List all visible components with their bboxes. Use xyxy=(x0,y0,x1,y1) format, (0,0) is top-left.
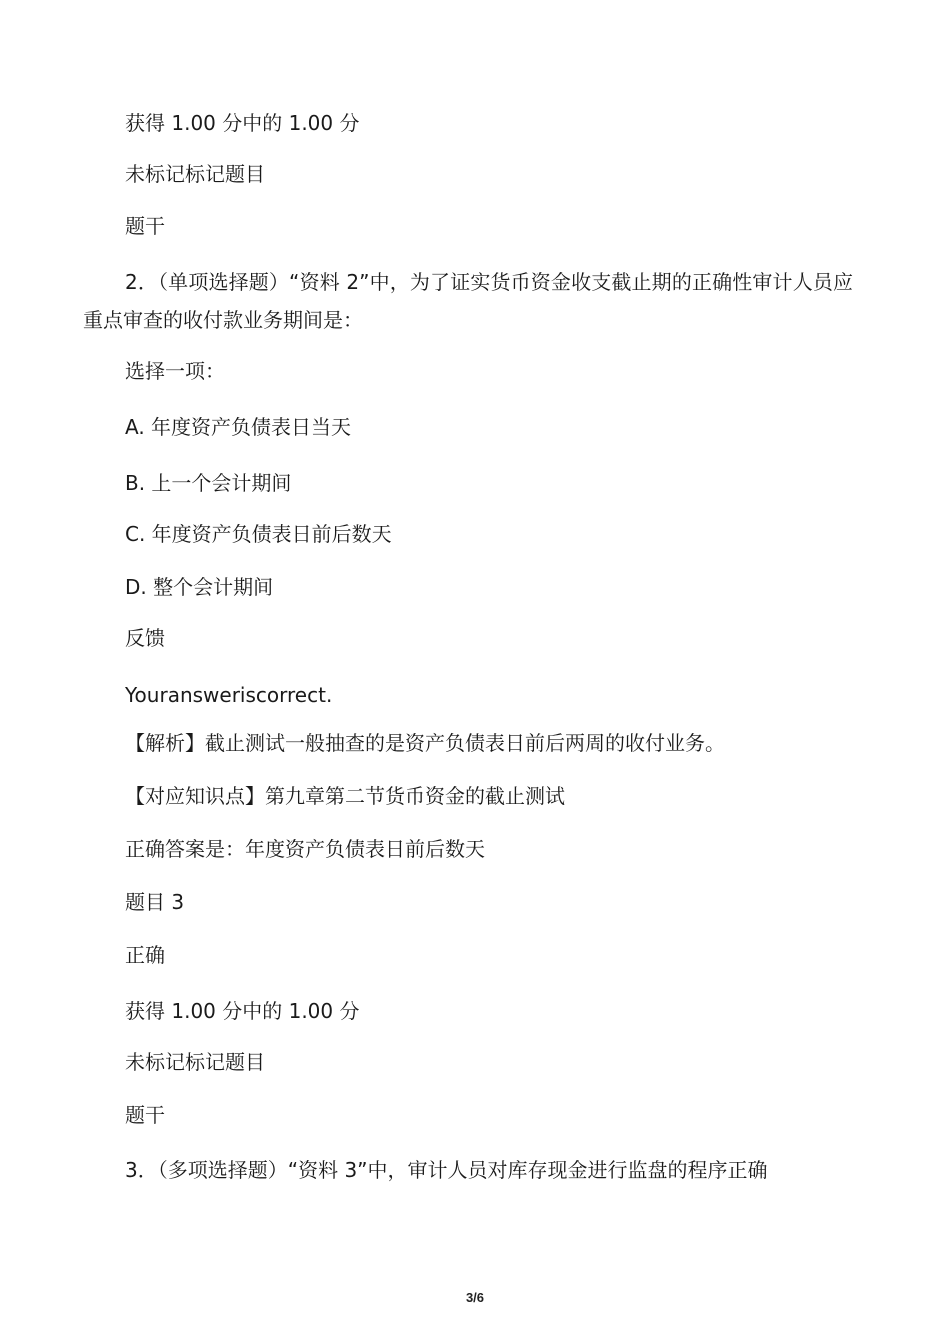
q2-stem-label: 题干 xyxy=(125,214,165,238)
q3-flag-question[interactable]: 未标记标记题目 xyxy=(125,1050,265,1074)
q2-question-text: 2．（单项选择题）“资料 2”中，为了证实货币资金收支截止期的正确性审计人员应重点审查的收付款业务期间是： xyxy=(83,270,853,332)
q2-correct-answer: 正确答案是：年度资产负债表日前后数天 xyxy=(125,837,485,861)
q2-score: 获得 1.00 分中的 1.00 分 xyxy=(125,111,360,135)
q2-knowledge-point: 【对应知识点】第九章第二节货币资金的截止测试 xyxy=(125,784,565,808)
q3-question-text: 3．（多项选择题）“资料 3”中，审计人员对库存现金进行监盘的程序正确 xyxy=(125,1158,768,1182)
q2-option-b[interactable]: B. 上一个会计期间 xyxy=(125,471,292,495)
q2-feedback-text: Youransweriscorrect. xyxy=(125,683,333,707)
q2-choose-prompt: 选择一项： xyxy=(125,359,225,383)
q2-option-d[interactable]: D. 整个会计期间 xyxy=(125,575,274,599)
q2-feedback-label: 反馈 xyxy=(125,626,165,650)
q3-score: 获得 1.00 分中的 1.00 分 xyxy=(125,999,360,1023)
q3-title: 题目 3 xyxy=(125,890,185,914)
q3-status: 正确 xyxy=(125,943,165,967)
page-number: 3/6 xyxy=(465,1290,485,1305)
q2-option-a[interactable]: A. 年度资产负债表日当天 xyxy=(125,415,352,439)
q2-analysis: 【解析】截止测试一般抽查的是资产负债表日前后两周的收付业务。 xyxy=(125,731,725,755)
q2-flag-question[interactable]: 未标记标记题目 xyxy=(125,162,265,186)
q2-option-c[interactable]: C. 年度资产负债表日前后数天 xyxy=(125,522,392,546)
q3-stem-label: 题干 xyxy=(125,1103,165,1127)
